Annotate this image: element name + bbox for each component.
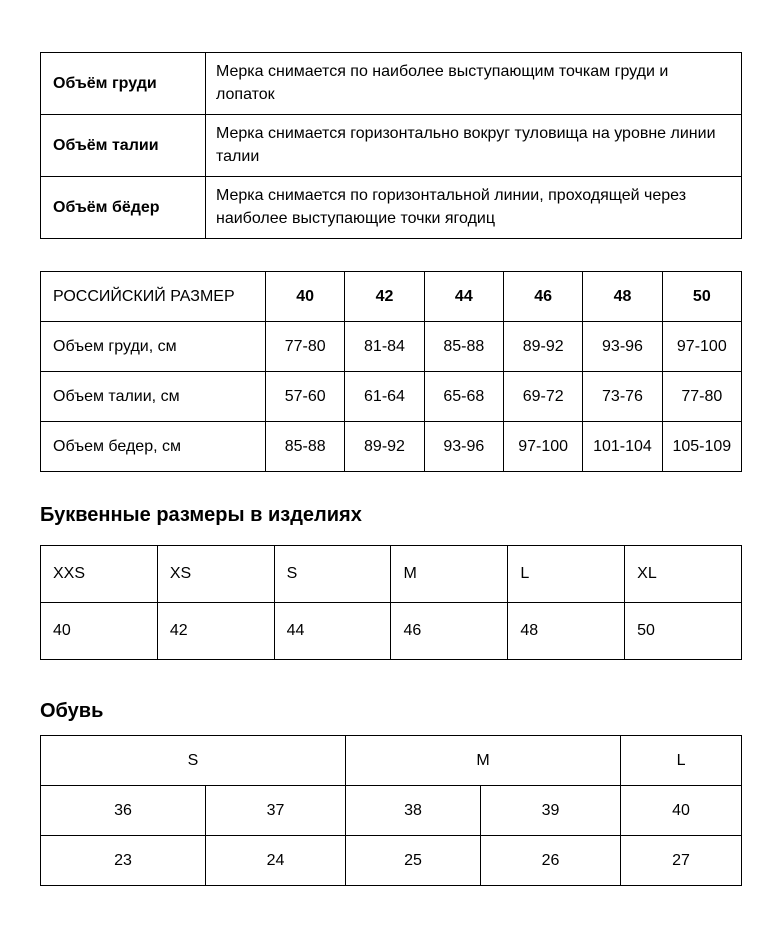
value-cell: 77-80 xyxy=(662,372,741,422)
shoe-group-cell: L xyxy=(621,736,742,786)
letter-size-cell: XS xyxy=(157,546,274,603)
size-header-cell: 42 xyxy=(345,272,424,322)
shoe-eu-size-cell: 36 xyxy=(41,786,206,836)
table-row xyxy=(41,53,742,115)
table-row xyxy=(41,177,742,239)
value-cell: 69-72 xyxy=(503,372,582,422)
table-header-row xyxy=(41,736,742,786)
measurement-description: Мерка снимается по наиболее выступающим точкам груди и лопаток xyxy=(206,53,742,115)
numeric-size-cell: 42 xyxy=(157,603,274,660)
shoe-eu-size-cell: 39 xyxy=(481,786,621,836)
value-cell: 61-64 xyxy=(345,372,424,422)
letter-size-cell: L xyxy=(508,546,625,603)
row-label: Объем талии, см xyxy=(41,372,266,422)
value-cell: 81-84 xyxy=(345,322,424,372)
shoe-eu-size-cell: 40 xyxy=(621,786,742,836)
letter-sizes-heading: Буквенные размеры в изделиях xyxy=(40,504,362,526)
value-cell: 73-76 xyxy=(583,372,662,422)
shoe-eu-size-cell: 38 xyxy=(346,786,481,836)
table-row xyxy=(41,603,742,660)
size-header-cell: 48 xyxy=(583,272,662,322)
value-cell: 105-109 xyxy=(662,422,741,472)
numeric-size-cell: 40 xyxy=(41,603,158,660)
numeric-size-cell: 50 xyxy=(625,603,742,660)
letter-size-cell: S xyxy=(274,546,391,603)
value-cell: 85-88 xyxy=(266,422,345,472)
russian-size-header-label: РОССИЙСКИЙ РАЗМЕР xyxy=(41,272,266,322)
value-cell: 101-104 xyxy=(583,422,662,472)
measurement-description: Мерка снимается горизонтально вокруг туловища на уровне линии талии xyxy=(206,115,742,177)
letter-size-cell: M xyxy=(391,546,508,603)
value-cell: 97-100 xyxy=(503,422,582,472)
letter-size-cell: XXS xyxy=(41,546,158,603)
measurement-definitions-table xyxy=(40,52,742,239)
shoe-group-cell: S xyxy=(41,736,346,786)
shoe-eu-size-cell: 37 xyxy=(206,786,346,836)
value-cell: 93-96 xyxy=(424,422,503,472)
size-header-cell: 40 xyxy=(266,272,345,322)
table-row xyxy=(41,322,742,372)
table-row xyxy=(41,422,742,472)
table-row xyxy=(41,786,742,836)
measurement-label: Объём талии xyxy=(41,115,206,177)
row-label: Объем груди, см xyxy=(41,322,266,372)
table-row xyxy=(41,115,742,177)
measurement-label: Объём бёдер xyxy=(41,177,206,239)
shoe-group-cell: M xyxy=(346,736,621,786)
russian-size-table xyxy=(40,271,742,472)
value-cell: 97-100 xyxy=(662,322,741,372)
shoes-size-table xyxy=(40,735,742,886)
numeric-size-cell: 44 xyxy=(274,603,391,660)
size-header-cell: 46 xyxy=(503,272,582,322)
table-row xyxy=(41,836,742,886)
size-header-cell: 50 xyxy=(662,272,741,322)
size-header-cell: 44 xyxy=(424,272,503,322)
measurement-description: Мерка снимается по горизонтальной линии, проходящей через наиболее выступающие точки ягодиц xyxy=(206,177,742,239)
shoe-cm-size-cell: 23 xyxy=(41,836,206,886)
value-cell: 77-80 xyxy=(266,322,345,372)
measurement-label: Объём груди xyxy=(41,53,206,115)
value-cell: 89-92 xyxy=(345,422,424,472)
value-cell: 89-92 xyxy=(503,322,582,372)
shoe-cm-size-cell: 27 xyxy=(621,836,742,886)
shoe-cm-size-cell: 24 xyxy=(206,836,346,886)
numeric-size-cell: 46 xyxy=(391,603,508,660)
value-cell: 57-60 xyxy=(266,372,345,422)
table-header-row xyxy=(41,272,742,322)
row-label: Объем бедер, см xyxy=(41,422,266,472)
letter-size-cell: XL xyxy=(625,546,742,603)
letter-sizes-table xyxy=(40,545,742,660)
table-header-row xyxy=(41,546,742,603)
value-cell: 85-88 xyxy=(424,322,503,372)
shoe-cm-size-cell: 26 xyxy=(481,836,621,886)
table-row xyxy=(41,372,742,422)
value-cell: 93-96 xyxy=(583,322,662,372)
shoes-heading: Обувь xyxy=(40,700,104,722)
shoe-cm-size-cell: 25 xyxy=(346,836,481,886)
numeric-size-cell: 48 xyxy=(508,603,625,660)
value-cell: 65-68 xyxy=(424,372,503,422)
